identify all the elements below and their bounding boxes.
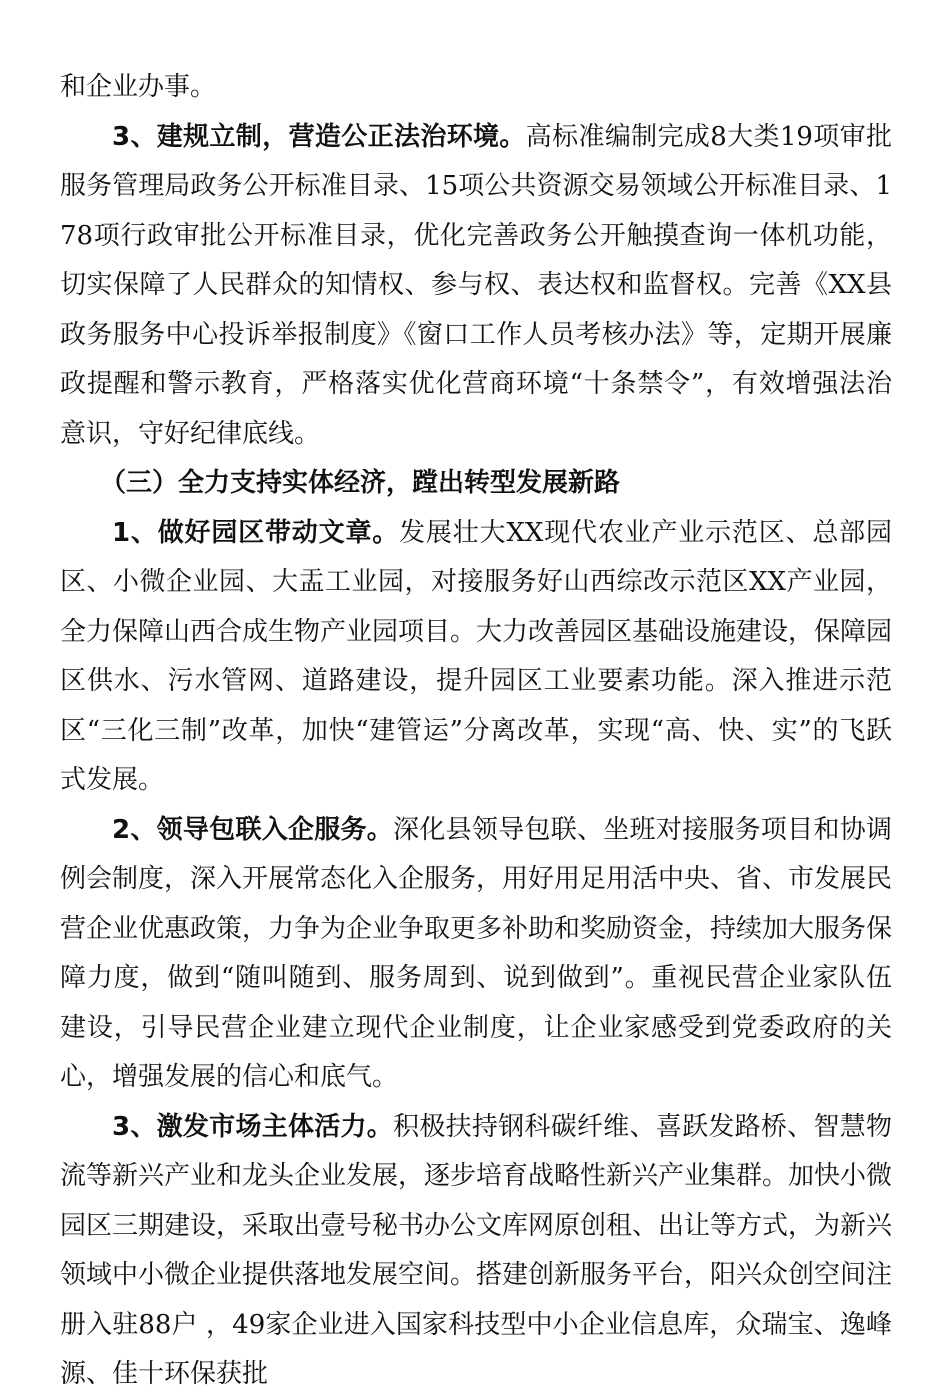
paragraph-lead: 1、做好园区带动文章。 (112, 517, 400, 548)
paragraph-continuation (60, 63, 892, 113)
paragraph-rule-of-law (60, 113, 892, 460)
paragraph-text: 积极扶持钢科碳纤维、喜跃发路桥、智慧物流等新兴产业和龙头企业发展，逐步培育战略性新兴产业集群。加快小微园区三期建设，采取出壹号秘书办公文库网原创租、出让等方式，为新兴领域中小微企业提供落地发展空间。搭建创新服务平台，阳兴众创空间注册入驻88户 ，49家企业进入国家科技型中小企业信息库，众瑞宝、逸峰源、佳十环保获批 (60, 1111, 893, 1389)
paragraph-text: 和企业办事。 (60, 72, 217, 102)
paragraph-text: 发展壮大XX现代农业产业示范区、总部园区、小微企业园、大盂工业园，对接服务好山西综改示范区XX产业园，全力保障山西合成生物产业园项目。大力改善园区基础设施建设，保障园区供水、污水管网、道路建设，提升园区工业要素功能。深入推进示范区“三化三制”改革，加快“建管运”分离改革，实现“高、快、实”的飞跃式发展。 (60, 517, 893, 795)
section-heading (60, 459, 892, 509)
paragraph-market-vitality (60, 1103, 892, 1400)
paragraph-text: 高标准编制完成8大类19项审批服务管理局政务公开标准目录、15项公共资源交易领域公开标准目录、178项行政审批公开标准目录，优化完善政务公开触摸查询一体机功能，切实保障了人民群众的知情权、参与权、表达权和监督权。完善《XX县政务服务中心投诉举报制度》《窗口工作人员考核办法》等，定期开展廉政提醒和警示教育，严格落实优化营商环境“十条禁令”，有效增强法治意识，守好纪律底线。 (60, 121, 892, 449)
paragraph-lead: 2、领导包联入企服务。 (112, 814, 394, 845)
paragraph-park (60, 509, 892, 806)
paragraph-leadership-service (60, 806, 892, 1103)
section-heading-text: （三）全力支持实体经济，蹚出转型发展新路 (100, 468, 621, 498)
paragraph-lead: 3、激发市场主体活力。 (112, 1111, 394, 1142)
paragraph-text: 深化县领导包联、坐班对接服务项目和协调例会制度，深入开展常态化入企服务，用好用足用活中央、省、市发展民营企业优惠政策，力争为企业争取更多补助和奖励资金，持续加大服务保障力度，做到“随叫随到、服务周到、说到做到”。重视民营企业家队伍建设，引导民营企业建立现代企业制度，让企业家感受到党委政府的关心，增强发展的信心和底气。 (60, 814, 893, 1092)
paragraph-lead: 3、建规立制，营造公正法治环境。 (112, 121, 526, 152)
